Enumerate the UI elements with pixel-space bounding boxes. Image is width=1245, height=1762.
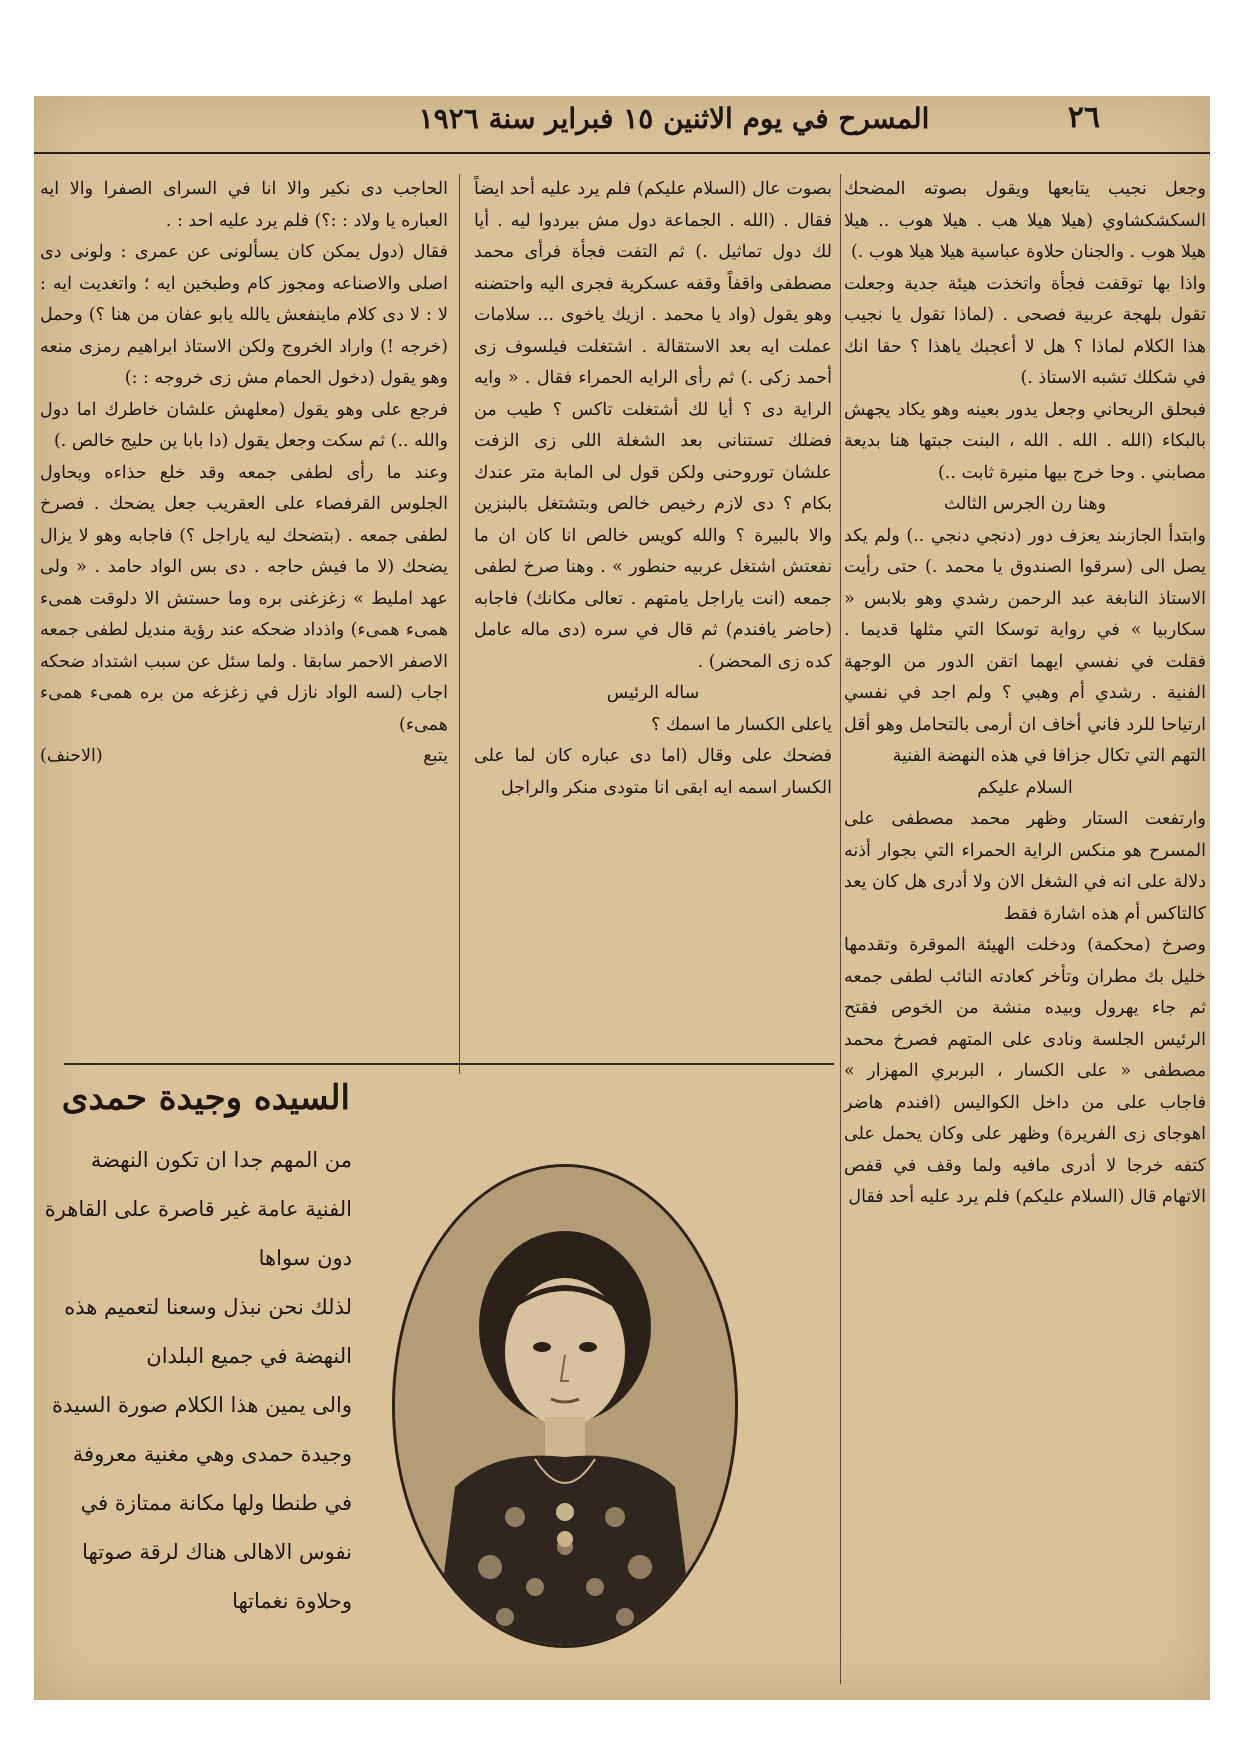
signature-line	[40, 741, 448, 773]
paragraph: ياعلى الكسار ما اسمك ؟	[651, 714, 832, 735]
subheading: السلام عليكم	[977, 777, 1073, 798]
paragraph: وابتدأ الجازبند يعزف دور (دنجي دنجي ..) ولم يكد يصل الى (سرقوا الصندوق يا محمد .) حتى رأيت الاستاذ النابغة عبد الرحمن رشدي وهو بلابس « سكاربيا » في رواية توسكا التي مثلها قديما . فقلت في نفسي ايهما اتقن الدور من الوجهة الفنية . رشدي أم وهبي ؟ ولم اجد في نفسي ارتياحا للرد فاني أخاف ان أرمى بالتحامل وهو أقل التهم التي تكال جزافا في هذه النهضة الفنية	[844, 525, 1206, 766]
author-signature: (الاحنف)	[40, 746, 103, 766]
continued-label: يتبع	[423, 746, 448, 766]
paragraph: لذلك نحن نبذل وسعنا لتعميم هذه النهضة في جميع البلدان	[64, 1295, 352, 1368]
article-body	[40, 1136, 352, 1626]
paragraph: الحاجب دى نكير والا انا في السراى الصفرا والا ايه العباره يا ولاد : :؟) فلم يرد عليه احد : .	[40, 179, 448, 231]
page-header	[34, 96, 1210, 154]
newspaper-page	[34, 96, 1210, 1700]
portrait-photo	[392, 1164, 738, 1648]
column-right	[844, 174, 1206, 1214]
subheading: وهنا رن الجرس الثالث	[943, 494, 1107, 514]
paragraph: من المهم جدا ان تكون النهضة الفنية عامة غير قاصرة على القاهرة دون سواها	[44, 1148, 352, 1270]
column-middle	[474, 174, 832, 804]
paragraph: فبحلق الريحاني وجعل يدور بعينه وهو يكاد يجهش بالبكاء (الله . الله . الله ، البنت جبتها هنا بديعة مصابني . وحا خرج بيها منيرة ثابت ..)	[844, 399, 1206, 483]
portrait-illustration	[395, 1167, 735, 1645]
paragraph: فضحك على وقال (اما دى عباره كان لما على الكسار اسمه ايه ابقى انا متودى منكر والراجل	[474, 746, 832, 798]
column-left	[40, 174, 448, 773]
paragraph: وصرخ (محكمة) ودخلت الهيئة الموقرة وتقدمها خليل بك مطران وتأخر كعادته النائب لطفى جمعه ثم جاء يهرول وبيده منشة من الخوص فقتح الرئيس الجلسة ونادى على المتهم فصرخ محمد مصطفى « على الكسار ، البربري المهزار » فاجاب على من داخل الكواليس (افندم هاضر اهوجاى زى الفريرة) وظهر على وكان يحمل على كتفه خرجا لا أدرى مافيه ولما وقف في قفص الاتهام قال (السلام عليكم) فلم يرد عليه أحد فقال	[844, 935, 1206, 1207]
section-divider	[64, 1063, 834, 1065]
paragraph: وجعل نجيب يتابعها ويقول بصوته المضحك السكشكشاوي (هيلا هيلا هب . هيلا هوب .. هيلا هيلا هوب . والجنان حلاوة عباسية هيلا هيلا هوب .)	[844, 179, 1206, 262]
page-number: ٢٦	[1067, 100, 1100, 135]
paragraph: فرجع على وهو يقول (معلهش علشان خاطرك اما دول والله ..) ثم سكت وجعل يقول (دا بابا ين حليج خالص .)	[40, 399, 448, 451]
article-heading: السيده وجيدة حمدى	[61, 1078, 350, 1118]
column-divider	[459, 174, 460, 1074]
paragraph: واذا بها توقفت فجأة واتخذت هيئة جدية وجعلت تقول بلهجة عربية فصحى . (لماذا تقول يا نجيب هذا الكلام لماذا ؟ هل لا أعجبك ياهذا ؟ حقا انك في شكلك تشبه الاستاذ .)	[844, 273, 1206, 388]
subheading: ساله الرئيس	[606, 683, 700, 703]
column-divider	[840, 174, 841, 1684]
paragraph: وارتفعت الستار وظهر محمد مصطفى على المسرح هو منكس الراية الحمراء التي بجوار أذنه دلالة على انه في الشغل الان ولا أدرى هل كان يعد كالتاكس أم هذه اشارة فقط	[844, 809, 1206, 924]
paragraph: فقال (دول يمكن كان يسألونى عن عمرى : ولونى دى اصلى والاصناعه ومجوز كام وطبخين ايه ؛ واتغديت ايه : لا : لا دى كلام ماينفعش يالله يابو عفان من هنا ؟) وحمل (خرجه !) واراد الخروج ولكن الاستاذ ابراهيم رمزى منعه وهو يقول (دخول الحمام مش زى خروجه : :)	[40, 242, 448, 388]
header-title: المسرح في يوم الاثنين ١٥ فبراير سنة ١٩٢٦	[418, 102, 930, 135]
paragraph: بصوت عال (السلام عليكم) فلم يرد عليه أحد ايضاً فقال . (الله . الجماعة دول مش بيردوا ليه . أيا لك دول تماثيل .) ثم التفت فجأة فرأى محمد مصطفى واقفاً وقفه عسكرية فجرى اليه واحتضنه وهو يقول (واد يا محمد . ازيك ياخوى ... سلامات عملت ايه بعد الاستقالة . اشتغلت فيلسوف زى أحمد زكى .) ثم رأى الرايه الحمراء فقال . « وايه الراية دى ؟ أيا لك أشتغلت تاكس ؟ طيب من فضلك تستنانى بعد الشغلة اللى زى الزفت علشان توروحنى ولكن قول لى المابة متر عندك بكام ؟ دى لازم رخيص خالص وبتشتغل بالبنزين والا بالبيرة ؟ والله كويس خالص انا كان ان ما نفعتش اشتغل عربيه حنطور » . وهنا صرخ لطفى جمعه (انت ياراجل يامتهم . تعالى مكانك) فاجابه (حاضر يافندم) ثم قال في سره (دى ماله عامل كده زى المحضر) .	[474, 179, 832, 672]
paragraph: وعند ما رأى لطفى جمعه وقد خلع حذاءه ويحاول الجلوس القرفصاء على العقريب جعل يضحك . فصرخ لطفى جمعه . (بتضحك ليه ياراجل ؟) فاجابه وهو لا يزال يضحك (لا ما فيش حاجه . دى بس الواد حامد . « ولى عهد امليط » زغزغنى بره وما حستش الا دلوقت همىء همىء همىء) واذداد ضحكه عند رؤية منديل لطفى جمعه الاصفر الاحمر سابقا . ولما سئل عن سبب اشتداد ضحكه اجاب (لسه الواد نازل في زغزغه من بره همىء همىء همىء)	[40, 462, 448, 735]
paragraph: والى يمين هذا الكلام صورة السيدة وجيدة حمدى وهي مغنية معروفة في طنطا ولها مكانة ممتازة في نفوس الاهالى هناك لرقة صوتها وحلاوة نغماتها	[51, 1393, 352, 1613]
